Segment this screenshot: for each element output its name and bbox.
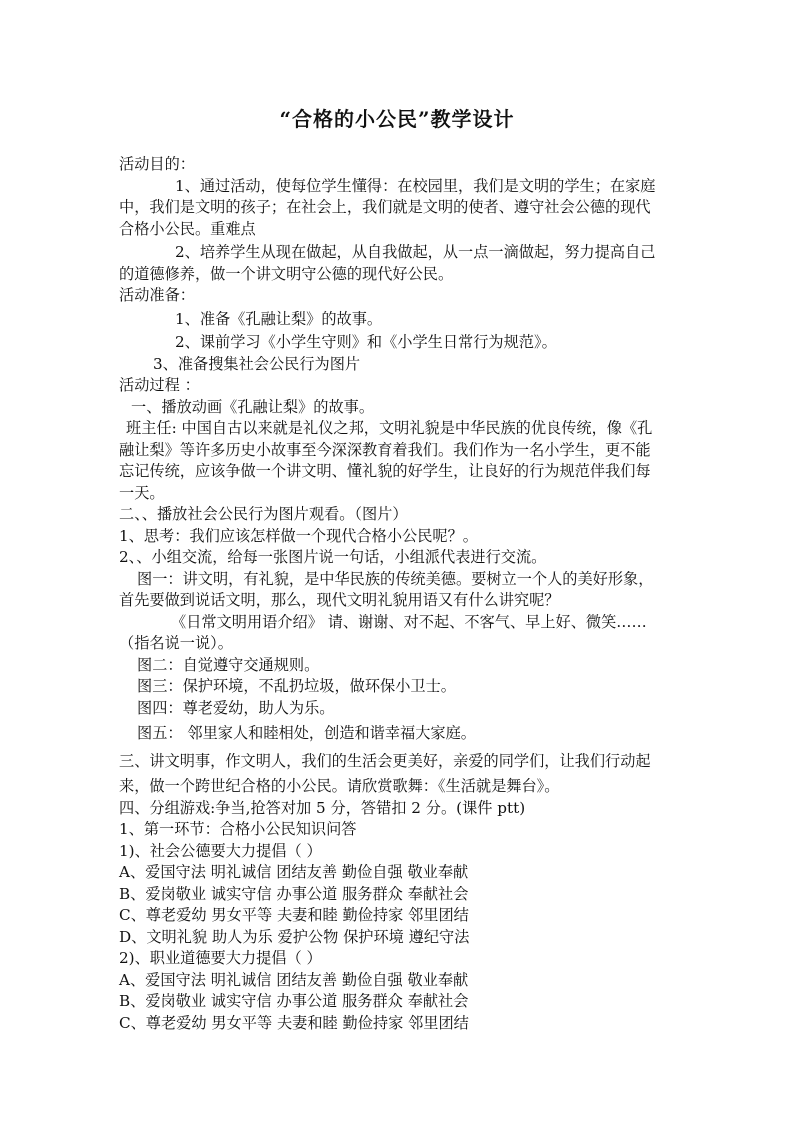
quiz-option: A、爱国守法 明礼诚信 团结友善 勤俭自强 敬业奉献	[119, 863, 469, 881]
paragraph-line: 2、、小组交流，给每一张图片说一句话，小组派代表进行交流。	[119, 548, 547, 566]
paragraph-line: 1、第一环节：合格小公民知识问答	[119, 820, 357, 838]
paragraph-line: 中，我们是文明的孩子；在社会上，我们就是文明的使者、遵守社会公德的现代	[119, 198, 651, 216]
paragraph-line: 1、思考：我们应该怎样做一个现代合格小公民呢？。	[119, 526, 478, 545]
paragraph-line: （指名说一说）。	[119, 634, 233, 652]
quiz-question: 1)、社会公德要大力提倡（ ）	[119, 841, 322, 860]
paragraph-line: 首先要做到说话文明，那么，现代文明礼貌用语又有什么讲究呢？	[119, 591, 560, 609]
paragraph-line: 三、讲文明事，作文明人，我们的生活会更美好，亲爱的同学们，让我们行动起	[119, 751, 651, 770]
paragraph-line: 1、通过活动，使每位学生懂得：在校园里，我们是文明的学生；在家庭	[175, 176, 656, 195]
paragraph-line: 的道德修养，做一个讲文明守公德的现代好公民。	[119, 264, 454, 283]
quiz-option: D、文明礼貌 助人为乐 爱护公物 保护环境 遵纪守法	[119, 927, 470, 946]
document-body	[119, 154, 691, 1034]
paragraph-line: 图三：保护环境，不乱扔垃圾，做环保小卫士。	[137, 677, 456, 695]
section-heading-preparation: 活动准备：	[119, 286, 195, 304]
paragraph-line: 图四：尊老爱幼，助人为乐。	[137, 698, 335, 717]
paragraph-line: 一、播放动画《孔融让梨》的故事。	[131, 397, 374, 416]
quiz-option: C、尊老爱幼 男女平等 夫妻和睦 勤俭持家 邻里团结	[119, 1013, 469, 1032]
document-title: “合格的小公民”教学设计	[279, 107, 515, 131]
paragraph-line: 2、培养学生从现在做起，从自我做起，从一点一滴做起，努力提高自己	[175, 243, 656, 261]
quiz-question: 2)、职业道德要大力提倡（ ）	[119, 949, 322, 967]
list-item: 1、准备《孔融让梨》的故事。	[175, 309, 383, 328]
paragraph-line: 班主任: 中国自古以来就是礼仪之邦，文明礼貌是中华民族的优良传统，像《孔	[126, 419, 653, 437]
list-item: 2、课前学习《小学生守则》和《小学生日常行为规范》。	[175, 333, 557, 351]
paragraph-line: 图五： 邻里家人和睦相处，创造和谐幸福大家庭。	[137, 724, 476, 742]
quiz-option: C、尊老爱幼 男女平等 夫妻和睦 勤俭持家 邻里团结	[119, 906, 469, 924]
paragraph-line: 四、分组游戏:争当,抢答对加 5 分，答错扣 2 分。(课件 ptt)	[119, 798, 526, 817]
section-heading-purpose: 活动目的：	[119, 155, 195, 173]
quiz-option: B、爱岗敬业 诚实守信 办事公道 服务群众 奉献社会	[119, 884, 469, 903]
paragraph-line: 融让梨》等许多历史小故事至今深深教育着我们。我们作为一名小学生，更不能	[119, 440, 651, 459]
quiz-option: B、爱岗敬业 诚实守信 办事公道 服务群众 奉献社会	[119, 992, 469, 1010]
paragraph-line: 忘记传统，应该争做一个讲文明、懂礼貌的好学生，让良好的行为规范伴我们每	[119, 462, 651, 480]
section-heading-process: 活动过程 ：	[119, 376, 200, 394]
list-item: 3、准备搜集社会公民行为图片	[153, 354, 361, 373]
paragraph-line: 来，做一个跨世纪合格的小公民。请欣赏歌舞：《生活就是舞台》。	[119, 777, 560, 795]
paragraph-line: 合格小公民。重难点	[119, 219, 256, 238]
paragraph-line: 图一：讲文明，有礼貌，是中华民族的传统美德。要树立一个人的美好形象，	[137, 569, 654, 588]
paragraph-line: 一天。	[119, 483, 165, 502]
paragraph-line: 图二：自觉遵守交通规则。	[137, 655, 320, 674]
paragraph-line: 二、、播放社会公民行为图片观看。（图片）	[119, 505, 408, 523]
paragraph-line: 《日常文明用语介绍》 请、谢谢、对不起、不客气、早上好、微笑……	[171, 612, 647, 631]
quiz-option: A、爱国守法 明礼诚信 团结友善 勤俭自强 敬业奉献	[119, 970, 469, 989]
